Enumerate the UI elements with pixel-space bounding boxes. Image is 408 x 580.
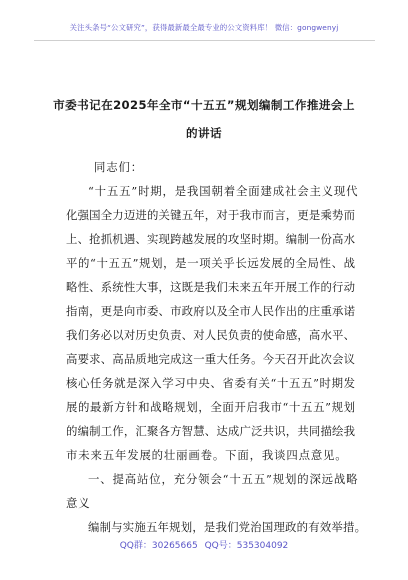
- paragraph-line: 高要求、高品质地完成这一重大任务。今天召开此次会议: [66, 352, 355, 366]
- footer-contact: [0, 538, 408, 551]
- paragraph-line: 核心任务就是深入学习中央、省委有关“十五五”时期发: [66, 376, 355, 390]
- section-heading: 一、提高站位，充分领会“十五五”规划的深远战略: [88, 472, 359, 486]
- header-note: 关注头条号“公文研究”，获得最新最全最专业的公文资料库！ 微信：gongwenyj: [69, 23, 339, 32]
- document-title-line-2: 的讲话: [186, 126, 222, 140]
- paragraph-line: 化强国全力迈进的关键五年，对于我市而言，更是乘势而: [66, 208, 355, 222]
- paragraph-line: 的编制工作，汇聚各方智慧、达成广泛共识，共同描绘我: [66, 424, 355, 438]
- section-heading-cont: 意义: [66, 496, 91, 510]
- footer-qq-number: QQ号：535304092: [204, 541, 289, 551]
- footer-qq-group: QQ群：30265665: [119, 541, 198, 551]
- paragraph-line: 展的最新方针和战略规划，全面开启我市“十五五”规划: [66, 400, 355, 414]
- paragraph-line: 指南，更是向市委、市政府以及全市人民作出的庄重承诺: [66, 304, 355, 318]
- paragraph-line: 编制与实施五年规划，是我们党治国理政的有效举措。: [88, 520, 367, 534]
- paragraph-line: 市未来五年发展的壮丽画卷。下面，我谈四点意见。: [66, 448, 348, 462]
- paragraph-line: 上、抢抓机遇、实现跨越发展的攻坚时期。编制一份高水: [66, 232, 355, 246]
- paragraph-line: “十五五”时期，是我国朝着全面建成社会主义现代: [88, 184, 359, 198]
- paragraph-line: 平的“十五五”规划，是一项关乎长远发展的全局性、战: [66, 256, 355, 270]
- document-title-line-1: 市委书记在2025年全市“十五五”规划编制工作推进会上: [53, 98, 355, 112]
- paragraph-line: 我们务必以对历史负责、对人民负责的使命感，高水平、: [66, 328, 355, 342]
- salutation: 同志们：: [94, 160, 143, 174]
- header-divider: [34, 40, 375, 41]
- paragraph-line: 略性、系统性大事，这既是我们未来五年开展工作的行动: [66, 280, 355, 294]
